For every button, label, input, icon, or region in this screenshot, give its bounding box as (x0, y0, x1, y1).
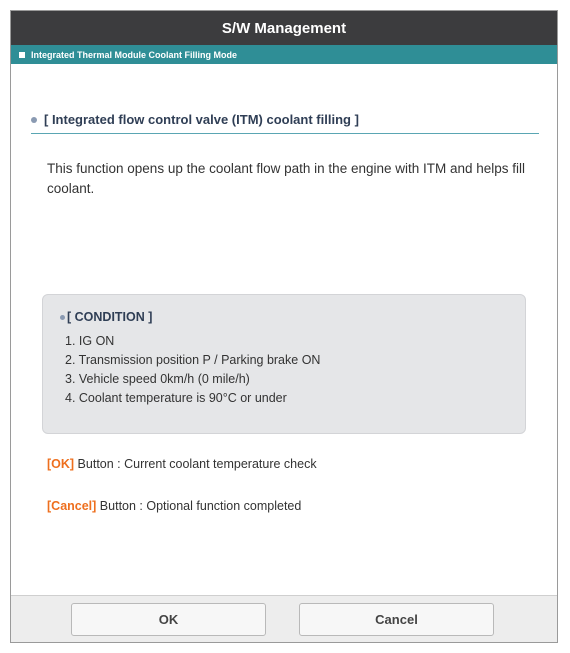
condition-item: 3. Vehicle speed 0km/h (0 mile/h) (65, 372, 250, 386)
cancel-button[interactable]: Cancel (299, 603, 494, 636)
mode-subtitle: Integrated Thermal Module Coolant Filling Mode (31, 49, 238, 60)
condition-item: 4. Coolant temperature is 90°C or under (65, 391, 287, 405)
ok-hint-text: Button : Current coolant temperature check (74, 457, 317, 471)
window-title: S/W Management (221, 19, 347, 37)
cancel-hint-key: [Cancel] (47, 499, 97, 513)
section-heading-text: [ Integrated flow control valve (ITM) coolant filling ] (44, 112, 359, 127)
section-heading (31, 112, 539, 134)
condition-item: 1. IG ON (65, 334, 115, 348)
cancel-hint (47, 499, 301, 513)
condition-item: 2. Transmission position P / Parking brake ON (65, 353, 321, 367)
sw-management-dialog (10, 10, 558, 643)
mode-subtitle-bar (11, 45, 557, 64)
dot-bullet-icon (60, 315, 65, 320)
function-description: This function opens up the coolant flow path in the engine with ITM and helps fill coolant. (47, 161, 526, 196)
dialog-footer (11, 595, 558, 642)
dot-bullet-icon (31, 117, 37, 123)
square-bullet-icon (19, 52, 25, 58)
window-titlebar (11, 11, 557, 45)
condition-title (60, 310, 511, 324)
condition-title-text: [ CONDITION ] (67, 310, 153, 324)
ok-hint-key: [OK] (47, 457, 75, 471)
dialog-content (11, 64, 558, 597)
condition-box (42, 294, 526, 434)
cancel-hint-text: Button : Optional function completed (96, 499, 302, 513)
ok-hint (47, 457, 317, 471)
ok-button[interactable]: OK (71, 603, 266, 636)
